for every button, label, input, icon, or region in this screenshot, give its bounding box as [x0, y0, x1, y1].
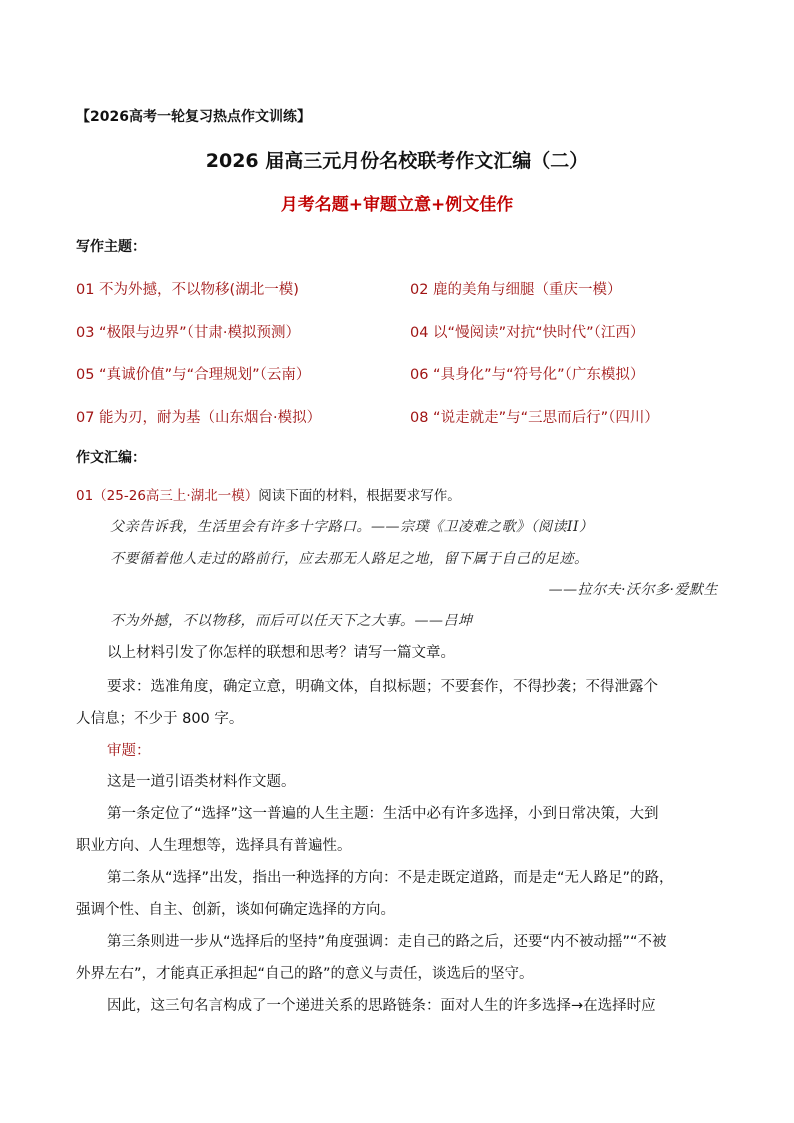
writing-prompt: 以上材料引发了你怎样的联想和思考？请写一篇文章。	[107, 645, 455, 661]
analysis-paragraph: 第一条定位了“选择”这一普遍的人生主题：生活中必有许多选择，小到日常决策，大到	[107, 806, 659, 822]
analysis-paragraph: 职业方向、人生理想等，选择具有普遍性。	[76, 838, 352, 854]
analysis-paragraph: 外界左右”，才能真正承担起“自己的路”的意义与责任，谈选后的坚守。	[76, 966, 534, 982]
topic-item: 07 能为刃，耐为基（山东烟台·模拟）	[76, 410, 322, 426]
topic-item: 01 不为外撼，不以物移(湖北一模)	[76, 282, 299, 298]
page-title: 2026 届高三元月份名校联考作文汇编（二）	[205, 150, 589, 172]
topic-item: 04 以“慢阅读”对抗“快时代”（江西）	[410, 325, 645, 341]
page-subtitle: 月考名题+审题立意+例文佳作	[280, 195, 514, 215]
analysis-paragraph: 因此，这三句名言构成了一个递进关系的思路链条：面对人生的许多选择→在选择时应	[107, 998, 656, 1014]
material-quote-3: 不为外撼，不以物移，而后可以任天下之大事。——吕坤	[110, 613, 473, 629]
requirements-line-2: 人信息；不少于 800 字。	[76, 711, 244, 727]
analysis-paragraph: 强调个性、自主、创新，谈如何确定选择的方向。	[76, 902, 395, 918]
topics-heading: 写作主题：	[76, 239, 146, 255]
review-label: 审题：	[107, 743, 151, 759]
topic-item: 05 “真诚价值”与“合理规划”（云南）	[76, 367, 311, 383]
material-quote-2: 不要循着他人走过的路前行，应去那无人路足之地，留下属于自己的足迹。	[110, 551, 589, 567]
topic-item: 03 “极限与边界”（甘肃·模拟预测）	[76, 325, 300, 341]
topic-item: 08 “说走就走”与“三思而后行”（四川）	[410, 410, 659, 426]
series-tag: 【2026高考一轮复习热点作文训练】	[76, 109, 311, 125]
question-number-source: 01（25-26高三上·湖北一模）	[76, 488, 259, 504]
analysis-paragraph: 第三条则进一步从“选择后的坚持”角度强调：走自己的路之后，还要“内不被动摇”“不被	[107, 934, 667, 950]
material-quote-2-author: ——拉尔夫·沃尔多·爱默生	[548, 582, 718, 598]
analysis-paragraph: 第二条从“选择”出发，指出一种选择的方向：不是走既定道路，而是走“无人路足”的路，	[107, 870, 674, 886]
analysis-paragraph: 这是一道引语类材料作文题。	[107, 774, 296, 790]
topic-item: 02 鹿的美角与细腿（重庆一模）	[410, 282, 622, 298]
topic-item: 06 “具身化”与“符号化”（广东模拟）	[410, 367, 645, 383]
question-instruction: 阅读下面的材料，根据要求写作。	[258, 488, 461, 504]
question-header	[76, 484, 461, 504]
material-quote-1: 父亲告诉我，生活里会有许多十字路口。——宗璞《卫凌难之歌》（阅读II）	[110, 519, 594, 535]
compilation-heading: 作文汇编：	[76, 450, 146, 466]
requirements-line-1: 要求：选准角度，确定立意，明确文体，自拟标题；不要套作，不得抄袭；不得泄露个	[107, 679, 658, 695]
